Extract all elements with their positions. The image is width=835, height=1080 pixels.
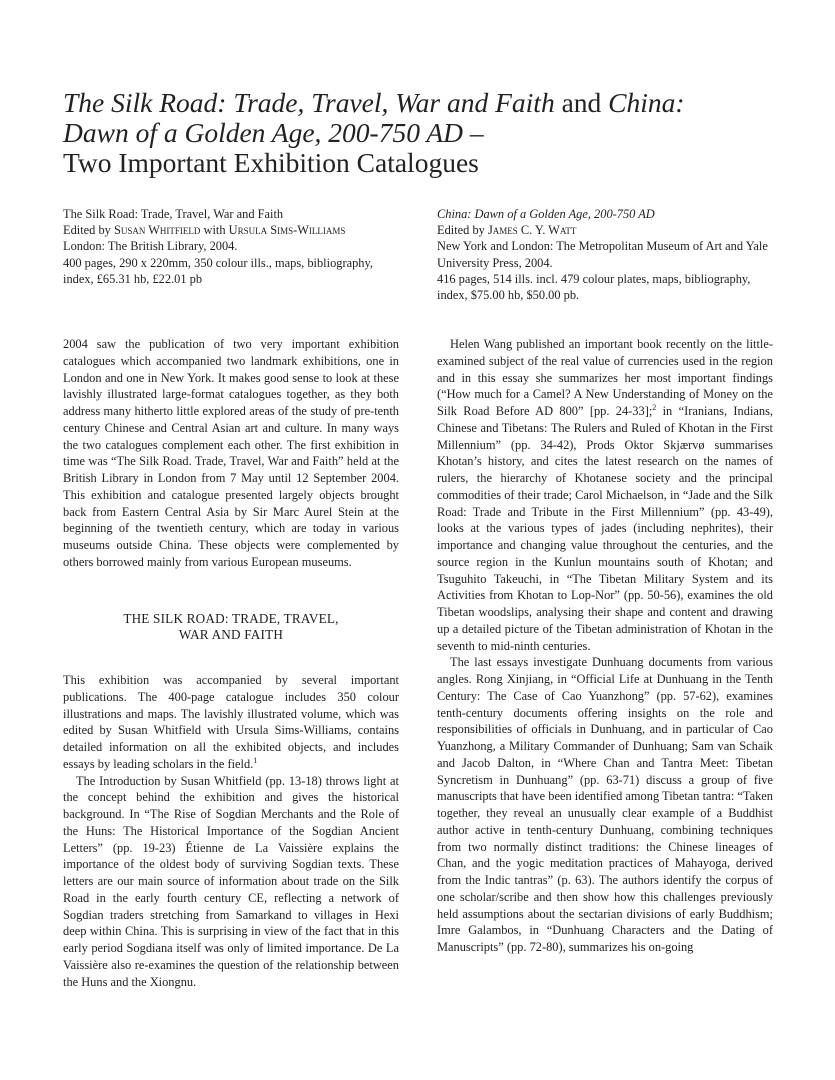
title-silk-road: The Silk Road: Trade, Travel, War and Faith — [63, 87, 555, 118]
body-paragraph — [63, 672, 399, 773]
title-and: and — [554, 87, 609, 118]
article-title — [63, 88, 773, 178]
body-text: in “Iranians, Indians, Chinese and Tibetans: The Rulers and Ruled of Khotan in the First Millennium” (pp. 34-42), Prods Oktor Skjærvø summarises Khotan’s history, and cites the latest research on the names of rulers, the hierarchy of Khotanese society and the principal commodities of their trade; Carol Michaelson, in “Jade and the Silk Road: Trade and Tribute in the First Millennium” (pp. 43-49), looks at the various types of jades (including nephrites), their importance and changing value throughout the centuries, and the source region in the Kunlun mountains south of Khotan; and Tsuguhito Takeuchi, in “The Tibetan Military System and its Activities from Khotan to Lop-Nor” (pp. 50-56), examines the old Tibetan woodslips, analysing their shape and content and drawing up a detailed picture of the Tibetan administration of Khotan in the seventh to mid-ninth centuries. — [437, 404, 773, 653]
body-paragraph: The Introduction by Susan Whitfield (pp. 13-18) throws light at the concept behind the exhibition and gives the historical background. In “The Rise of Sogdian Merchants and the Role of the Huns: The Historical Importance of the Sogdian Ancient Letters” (pp. 19-23) Étienne de La Vaissière explains the importance of the oldest body of surviving Sogdian texts. These letters are our main source of information about trade on the Silk Road in the early fourth century CE, reflecting a network of Sogdian traders stretching from Samarkand to villages in Hexi deep within China. This is surprising in view of the fact that in this early period Sogdiana itself was only of limited importance. De La Vaissière also re-examines the question of the relationship between the Huns and the Xiongnu. — [63, 773, 399, 989]
footnote-marker[interactable]: 1 — [253, 755, 258, 765]
title-china: China: — [608, 87, 685, 118]
body-column-left — [63, 336, 399, 990]
body-text: Helen Wang published an important book recently on the little-examined subject of the real value of currencies used in the region and in this essay she summarizes her most important findings (“How much for a Camel? A New Understanding of Money on the Silk Road Before AD 800” [pp. 24-33]; — [437, 337, 773, 418]
edited-by-label: Edited by — [63, 223, 114, 238]
edited-by-label: Edited by — [437, 223, 488, 238]
catalogue-left-info — [63, 206, 408, 287]
body-paragraph: The last essays investigate Dunhuang documents from various angles. Rong Xinjiang, in “Official Life at Dunhuang in the Tenth Century: The Case of Cao Yuanzhong” (pp. 57-62), examines tenth-century documents offering insights on the role and responsibilities of officials in Dunhuang, and in particular of Cao Yuanzhong, a Military Commander of Dunhuang; Sam van Schaik and Jacob Dalton, in “Where Chan and Tantra Meet: Tibetan Syncretism in Dunhuang” (pp. 63-71) discuss a group of five manuscripts that have been identified among Tibetan tantra: “Taken together, they reveal an unusually clear example of a Buddhist author active in tenth-century Dunhuang, combining techniques from two normally distinct traditions: the Chinese lineages of Chan, and the yogic meditation practices of Mahayoga, derived from the Indic tantras” (p. 63). The authors identify the corpus of one scholar/scribe and then show how this challenges previously held assumptions about the sectarian divisions of early Buddhism; Imre Galambos, in “Dunhuang Characters and the Dating of Manuscripts” (pp. 72-80), summarizes his on-going — [437, 655, 773, 954]
catalogue-right-publisher: New York and London: The Metropolitan Museum of Art and Yale University Press, 2004. — [437, 239, 768, 270]
intro-paragraph: 2004 saw the publication of two very important exhibition catalogues which accompanied two landmark exhibitions, one in London and one in New York. It makes good sense to look at these lavishly illustrated large-format catalogues together, as they both address many hitherto little explored areas of the study of pre-tenth century Chinese and Central Asian art and culture. In many ways the two catalogues complement each other. The first exhibition in time was “The Silk Road. Trade, Travel, War and Faith” held at the British Library in London from 7 May until 12 September 2004. This exhibition and catalogue presented largely objects brought back from Eastern Central Asia by Sir Marc Aurel Stein at the beginning of the twentieth century, which are today in various museums outside China. These objects were complemented by others borrowed mainly from various European museums. — [63, 337, 399, 569]
catalogue-left-details-2: index, £65.31 hb, £22.01 pb — [63, 271, 203, 286]
catalogue-right-details: 416 pages, 514 ills. incl. 479 colour plates, maps, bibliography, index, $75.00 hb, $50.00 pb. — [437, 271, 751, 303]
catalogue-left-title: The Silk Road: Trade, Travel, War and Faith — [63, 207, 284, 221]
section-heading — [63, 611, 399, 645]
body-paragraph — [437, 336, 773, 654]
catalogue-left-editors — [63, 222, 408, 238]
editor-name: Ursula Sims-Williams — [228, 223, 346, 238]
catalogue-left-details-1: 400 pages, 290 x 220mm, 350 colour ills., maps, bibliography, — [63, 255, 373, 270]
title-line-2: Dawn of a Golden Age, 200-750 AD – — [63, 117, 484, 148]
body-column-right — [437, 336, 773, 956]
footnote-marker[interactable]: 2 — [652, 402, 657, 412]
title-line-3: Two Important Exhibition Catalogues — [63, 147, 479, 178]
catalogue-right-title: China: Dawn of a Golden Age, 200-750 AD — [437, 207, 655, 221]
body-text: This exhibition was accompanied by several important publications. The 400-page catalogue includes 350 colour illustrations and maps. The lavishly illustrated volume, which was edited by Susan Whitfield with Ursula Sims-Williams, contains detailed information on all the exhibited objects, and includes essays by leading scholars in the field. — [63, 673, 399, 771]
editor-name: Susan Whitfield — [113, 223, 201, 238]
catalogue-right-info — [437, 206, 775, 303]
section-heading-line-2: WAR AND FAITH — [178, 627, 284, 643]
editor-name: James C. Y. Watt — [487, 223, 577, 238]
title-line-1 — [63, 88, 773, 118]
section-heading-line-1: THE SILK ROAD: TRADE, TRAVEL, — [123, 610, 339, 626]
with-label: with — [200, 223, 229, 238]
catalogue-left-publisher: London: The British Library, 2004. — [63, 239, 238, 254]
catalogue-right-editors — [437, 222, 775, 238]
